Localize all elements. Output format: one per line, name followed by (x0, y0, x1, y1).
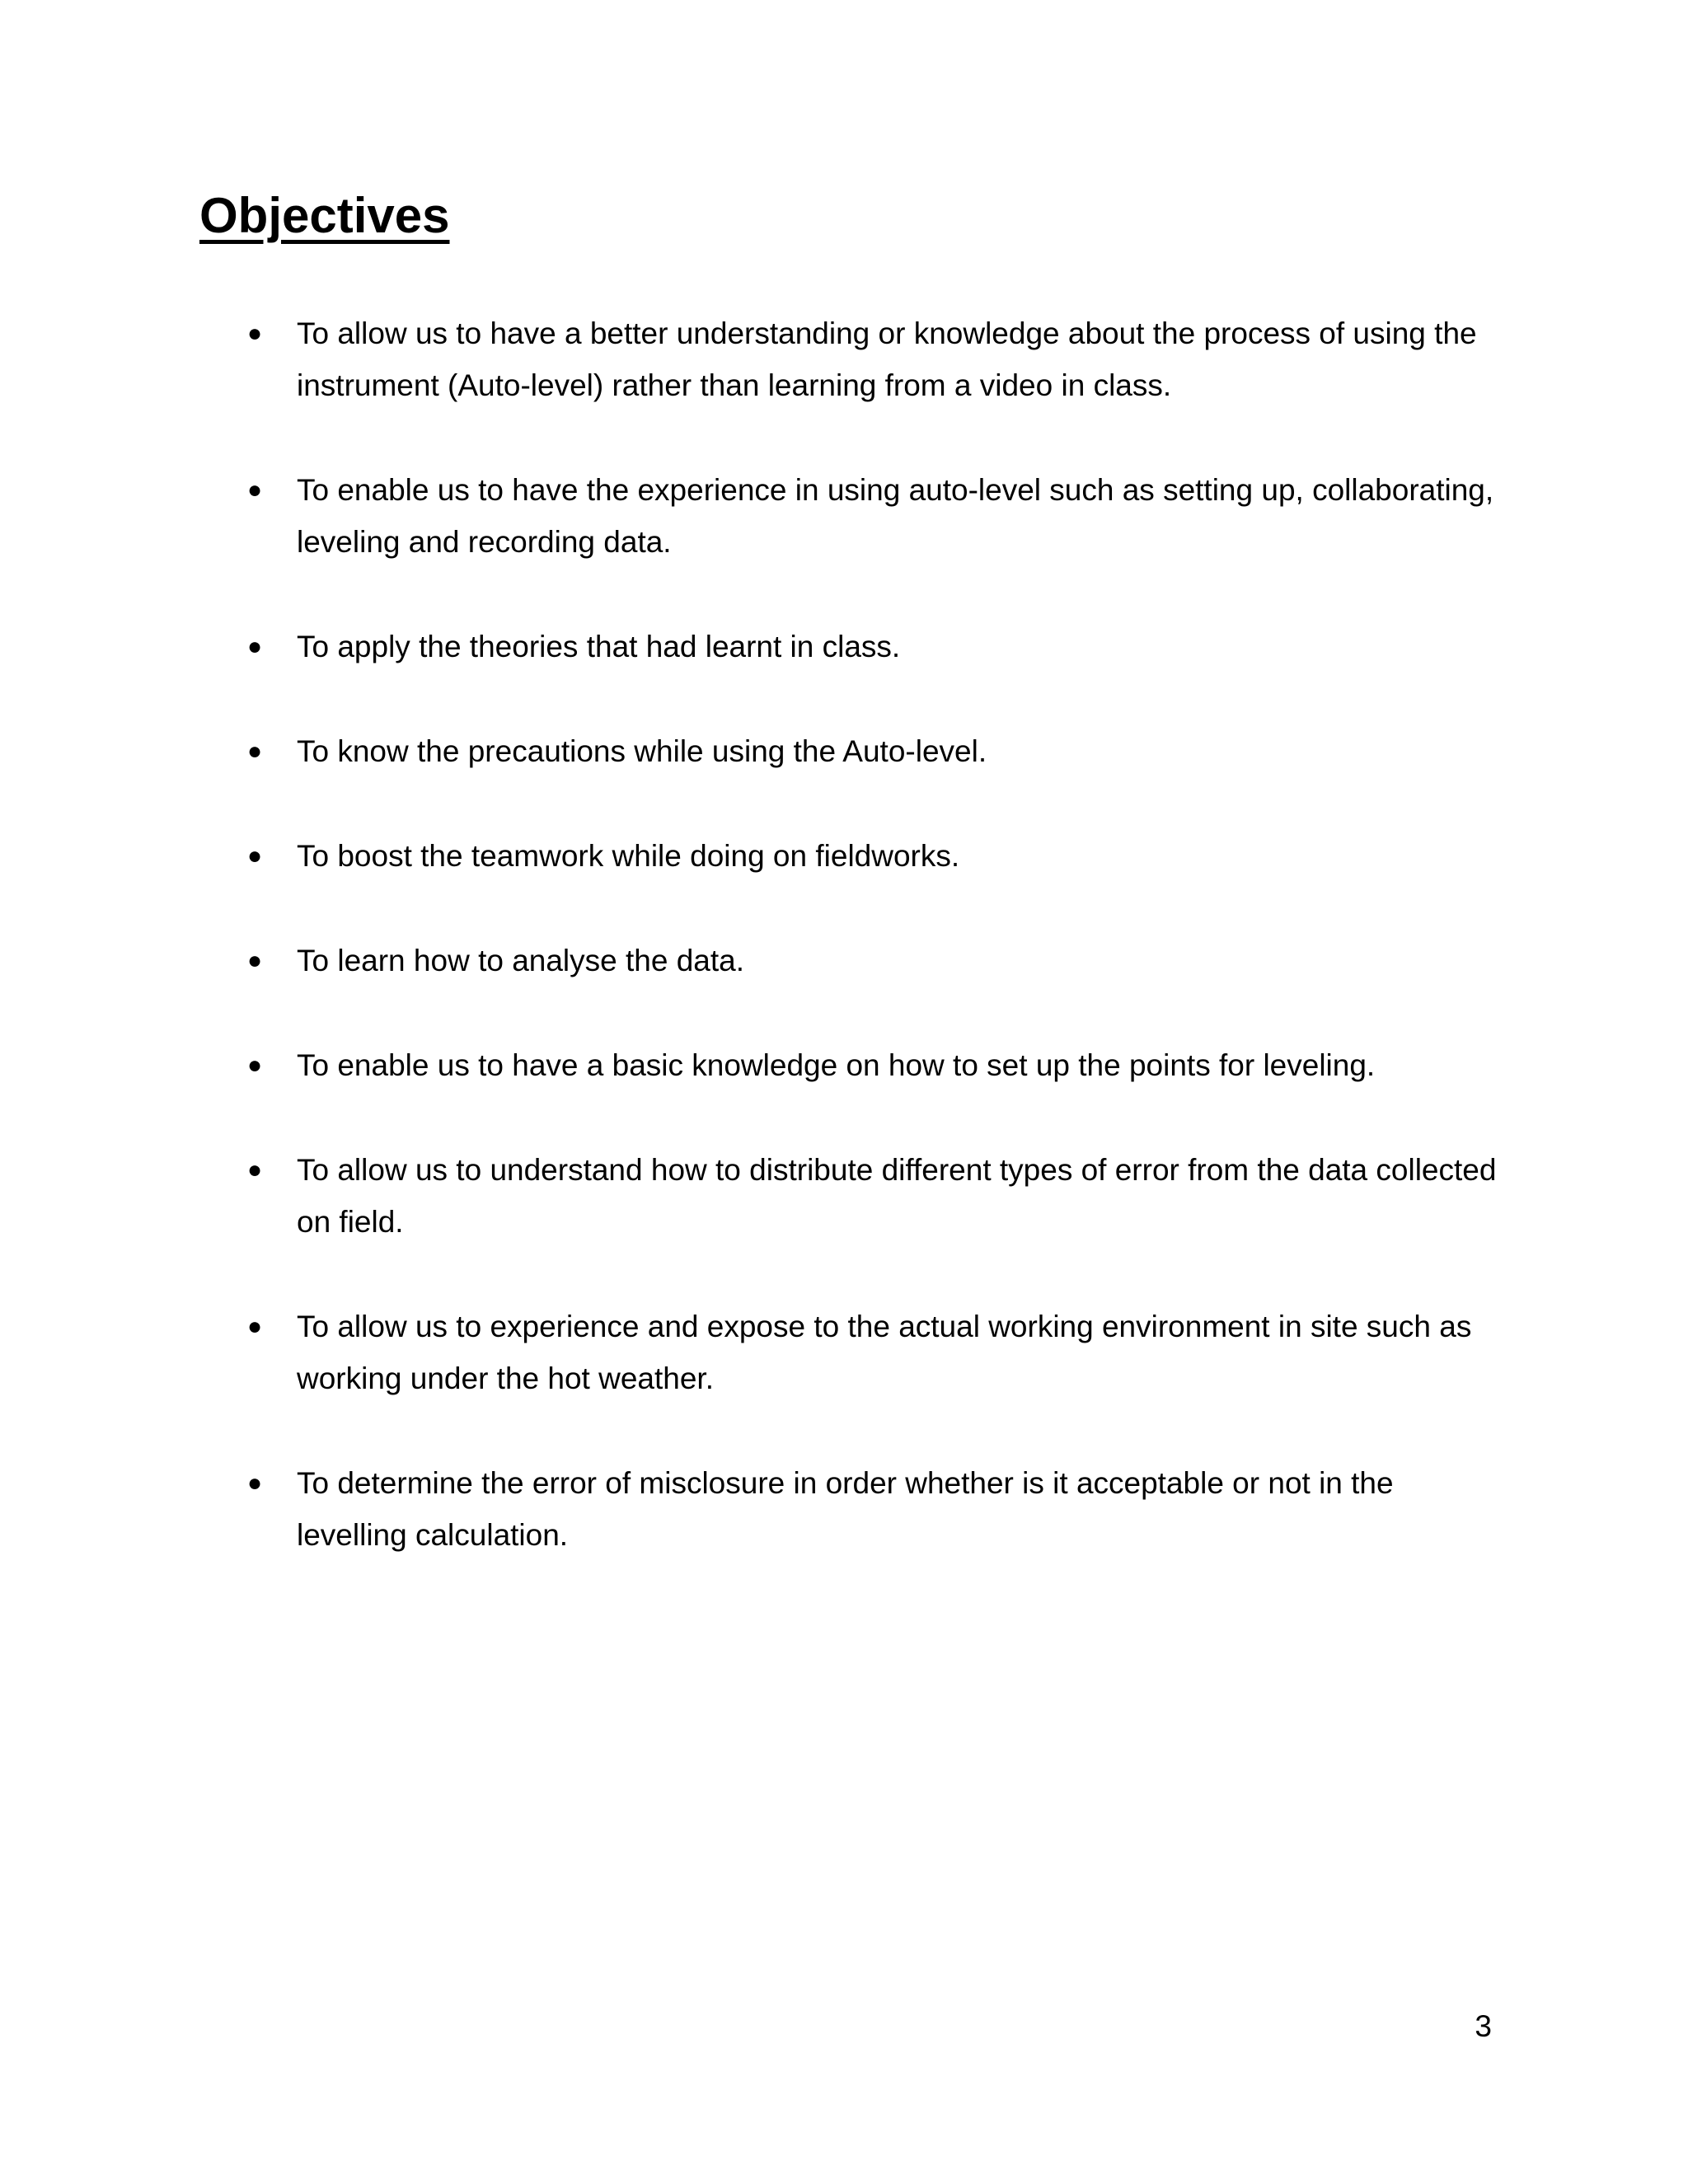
objective-text: To know the precautions while using the Auto-level. (297, 734, 987, 768)
objective-item (247, 621, 1500, 673)
objective-item (247, 1144, 1500, 1248)
bullet-icon: ● (247, 320, 263, 347)
objectives-list (247, 307, 1500, 1614)
page-title: Objectives (199, 188, 450, 243)
objective-item (247, 1301, 1500, 1404)
objective-text: To enable us to have the experience in using auto-level such as setting up, collaborating, leveling and recording data. (297, 473, 1494, 559)
objective-item (247, 830, 1500, 882)
objective-text: To enable us to have a basic knowledge on how to set up the points for leveling. (297, 1048, 1376, 1082)
bullet-icon: ● (247, 476, 263, 504)
page-number: 3 (1475, 2009, 1492, 2043)
objective-text: To boost the teamwork while doing on fieldworks. (297, 839, 960, 873)
objective-item (247, 307, 1500, 411)
objective-item (247, 1457, 1500, 1561)
objective-text: To allow us to have a better understanding or knowledge about the process of using the instrument (Auto-level) rather than learning from a video in class. (297, 316, 1477, 402)
bullet-icon: ● (247, 947, 263, 974)
bullet-icon: ● (247, 633, 263, 660)
objective-text: To allow us to understand how to distribute different types of error from the data collected on field. (297, 1153, 1497, 1239)
objective-text: To apply the theories that had learnt in class. (297, 630, 901, 663)
bullet-icon: ● (247, 1469, 263, 1497)
objective-item (247, 725, 1500, 777)
bullet-icon: ● (247, 1156, 263, 1183)
objective-text: To determine the error of misclosure in order whether is it acceptable or not in the levelling calculation. (297, 1466, 1394, 1552)
objective-text: To learn how to analyse the data. (297, 944, 745, 977)
bullet-icon: ● (247, 738, 263, 765)
bullet-icon: ● (247, 1052, 263, 1079)
bullet-icon: ● (247, 842, 263, 869)
objective-text: To allow us to experience and expose to the actual working environment in site such as working under the hot weather. (297, 1310, 1472, 1395)
objective-item (247, 935, 1500, 987)
bullet-icon: ● (247, 1313, 263, 1340)
objective-item (247, 464, 1500, 568)
objective-item (247, 1039, 1500, 1091)
